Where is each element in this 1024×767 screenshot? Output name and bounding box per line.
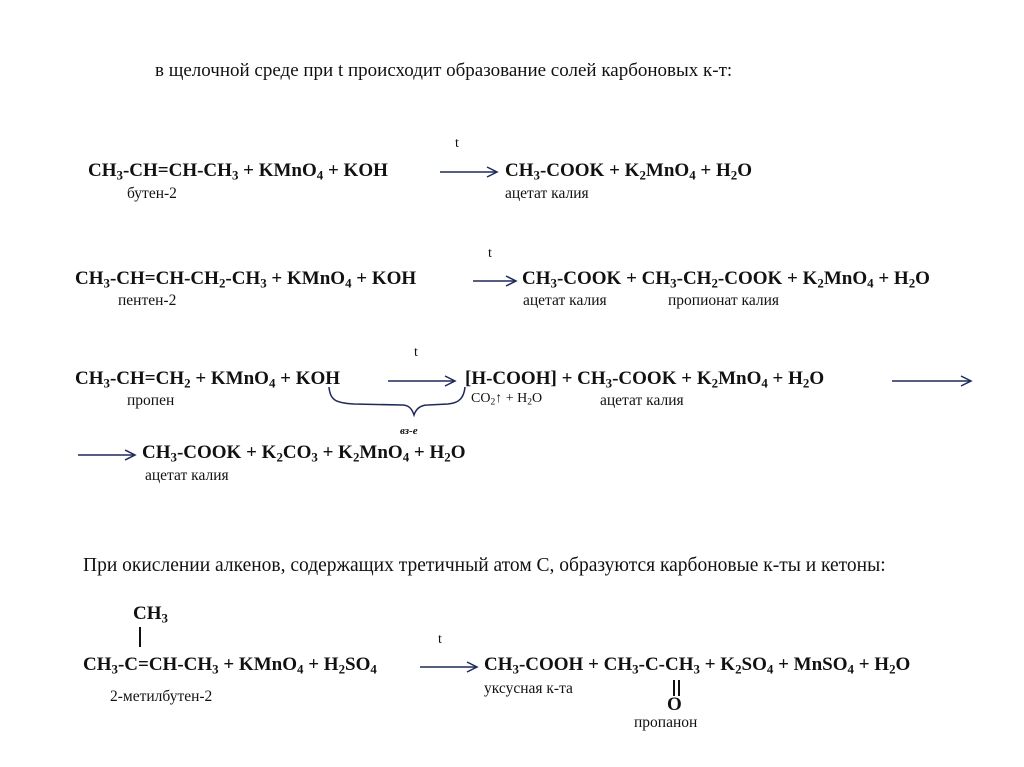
reaction3b-arrow-icon: [78, 450, 138, 460]
reaction3-reactants: $CH_3-CH=CH_2$ + KMnO$_4$ + KOH: [75, 368, 341, 391]
reaction2-products: $CH_3$-COOK + $CH_3-CH_2$-COOK + $K_2MnO_4 + H_2O$: [522, 268, 930, 291]
reaction4-arrow-icon: [420, 662, 480, 672]
ketone-name: пропанон: [634, 714, 698, 731]
reaction4-branch-bond: [139, 627, 141, 647]
reaction2-reactants: $CH_3-CH=CH-CH_2-CH_3$ + KMnO$_4$ + KOH: [75, 268, 417, 291]
reaction3-continue-arrow-icon: [892, 376, 974, 386]
reaction3-reactant-name: пропен: [127, 392, 175, 409]
reaction3b-products: $CH_3$-COOK + $K_2CO_3 + K_2MnO_4 + H_2O$: [142, 442, 466, 465]
reaction4-branch: $CH_3$: [133, 603, 168, 626]
reaction3-products: [H-COOH] + $CH_3$-COOK + $K_2MnO_4 + H_2O$: [465, 368, 825, 391]
reaction2-product1-name: ацетат калия: [523, 292, 607, 309]
heading-tertiary: При окислении алкенов, содержащих третичный атом С, образуются карбоновые к-ты и кетоны:: [83, 555, 886, 576]
ketone-oxygen: O: [667, 694, 682, 715]
reaction1-product-name: ацетат калия: [505, 185, 589, 202]
reaction4-condition: t: [438, 632, 442, 647]
reaction2-condition: t: [488, 246, 492, 261]
interaction-brace-icon: [324, 385, 469, 425]
reaction3-condition: t: [414, 345, 418, 360]
reaction1-products: $CH_3$-COOK + $K_2MnO_4 + H_2O$: [505, 160, 752, 183]
reaction4-reactants: $CH_3-C=CH-CH_3$ + KMnO$_4$ + $H_2SO_4$: [83, 654, 377, 677]
reaction1-reactants: $CH_3-CH=CH-CH_3$ + KMnO$_4$ + KOH: [88, 160, 388, 183]
reaction2-arrow-icon: [473, 276, 518, 286]
reaction3-side-products: $CO_2↑ + H_2O$: [471, 391, 543, 408]
reaction1-condition: t: [455, 136, 459, 151]
reaction4-reactant-name: 2-метилбутен-2: [110, 688, 213, 705]
reaction2-reactant-name: пентен-2: [118, 292, 177, 309]
reaction2-product2-name: пропионат калия: [668, 292, 780, 309]
brace-label: вз-е: [400, 425, 418, 437]
reaction4-products: $CH_3$-COOH + $CH_3-C-CH_3 + K_2SO_4$ + MnSO$_4$ + $H_2O$: [484, 654, 911, 677]
reaction1-arrow-icon: [440, 167, 500, 177]
reaction3b-product-name: ацетат калия: [145, 467, 229, 484]
heading-alkaline: в щелочной среде при t происходит образование солей карбоновых к-т:: [155, 60, 733, 81]
reaction4-product1-name: уксусная к-та: [484, 680, 573, 697]
reaction1-reactant-name: бутен-2: [127, 185, 177, 202]
reaction3-product-name: ацетат калия: [600, 392, 684, 409]
